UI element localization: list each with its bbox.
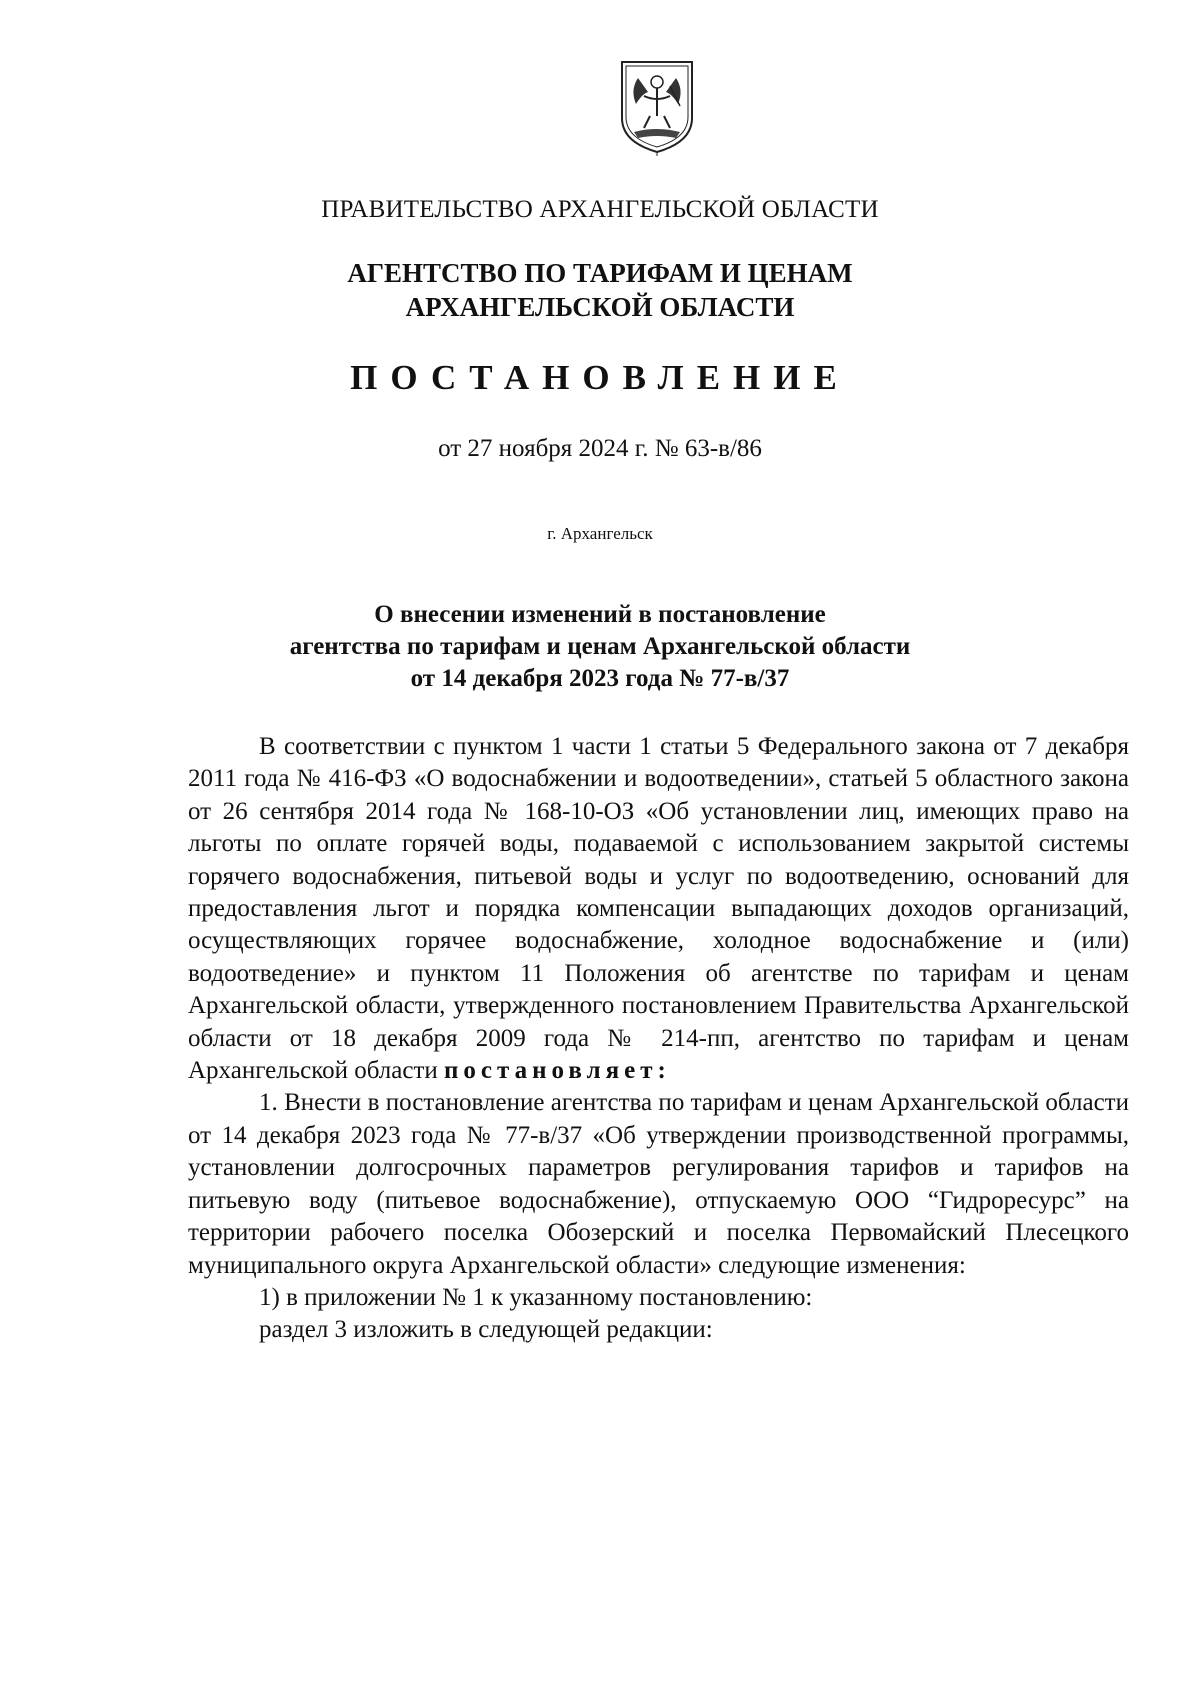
preamble-text: В соответствии с пунктом 1 части 1 статьи 5 Федерального закона от 7 декабря 2011 года № 416-ФЗ «О водоснабжении и водоотведении», статьей 5 областного закона от 26 сентября 2014 года № 168-10-ОЗ «Об установлении лиц, имеющих право на льготы по оплате горячей воды, подаваемой с использованием закрытой системы горячего водоснабжения, питьевой воды и услуг по водоотведению, оснований для предоставления льгот и порядка компенсации выпадающих доходов организаций, осуществляющих горячее водоснабжение, холодное водоснабжение и (или) водоотведение» и пунктом 11 Положения об агентстве по тарифам и ценам Архангельской области, утвержденного постановлением Правительства Архангельской области от 18 декабря 2009 года № 214-пп, агентство по тарифам и ценам Архангельской области xyxy=(188,733,1129,1085)
resolves-word: постановляет: xyxy=(444,1057,671,1085)
document-type: ПОСТАНОВЛЕНИЕ xyxy=(350,358,850,397)
agency-title-line-2: АРХАНГЕЛЬСКОЙ ОБЛАСТИ xyxy=(405,292,795,322)
sub-item-1: 1) в приложении № 1 к указанному постановлению: xyxy=(259,1283,813,1311)
item-1-paragraph: 1. Внести в постановление агентства по тарифам и ценам Архангельской области от 14 декабря 2023 года № 77-в/37 «Об утверждении производственной программы, установлении долгосрочных параметров регулирования тарифов и тарифов на питьевую воду (питьевое водоснабжение), отпускаемую ООО “Гидроресурс” на территории рабочего поселка Обозерский и поселка Первомайский Плесецкого муниципального округа Архангельской области» следующие изменения: xyxy=(188,1089,1129,1279)
subject-line-2: агентства по тарифам и ценам Архангельской области xyxy=(289,633,911,660)
government-title: ПРАВИТЕЛЬСТВО АРХАНГЕЛЬСКОЙ ОБЛАСТИ xyxy=(321,196,879,223)
preamble-paragraph xyxy=(188,731,1129,1087)
subject-line-1: О внесении изменений в постановление xyxy=(374,601,826,628)
coat-of-arms-icon xyxy=(614,56,700,156)
document-number: от 27 ноября 2024 г. № 63-в/86 xyxy=(438,435,762,462)
agency-title-line-1: АГЕНТСТВО ПО ТАРИФАМ И ЦЕНАМ xyxy=(347,258,853,288)
document-body xyxy=(188,731,1129,1347)
document-subject xyxy=(0,599,1200,695)
city: г. Архангельск xyxy=(547,524,653,543)
agency-title xyxy=(0,256,1200,324)
sub-item-2: раздел 3 изложить в следующей редакции: xyxy=(259,1316,713,1344)
subject-line-3: от 14 декабря 2023 года № 77-в/37 xyxy=(410,665,790,692)
